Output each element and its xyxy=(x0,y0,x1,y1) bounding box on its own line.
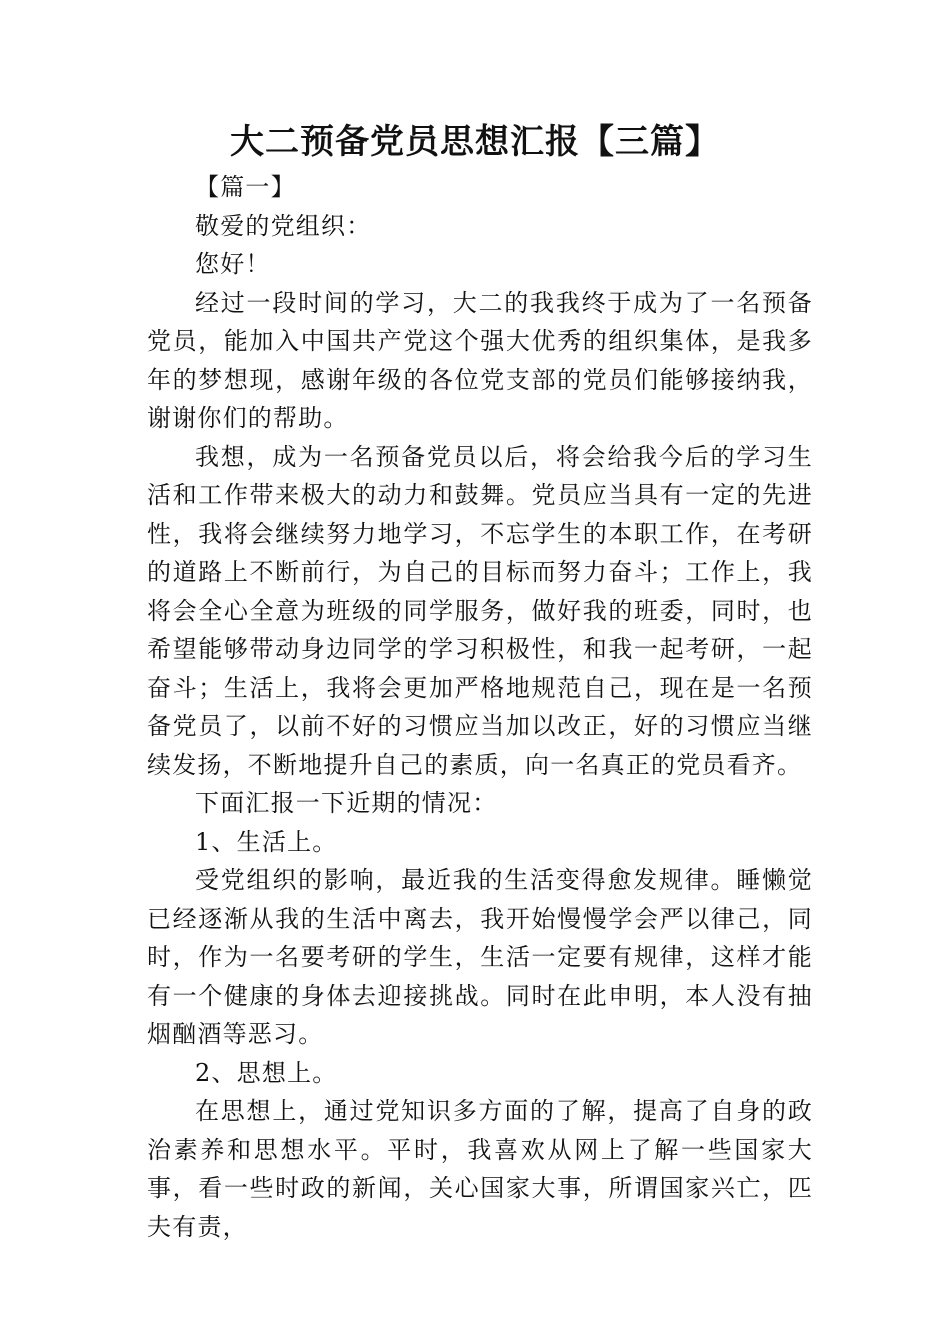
paragraph: 经过一段时间的学习，大二的我我终于成为了一名预备党员，能加入中国共产党这个强大优秀的组织集体，是我多年的梦想现，感谢年级的各位党支部的党员们能够接纳我，谢谢你们的帮助。 xyxy=(147,288,813,432)
document-title: 大二预备党员思想汇报【三篇】 xyxy=(230,122,720,162)
paragraph: 在思想上，通过党知识多方面的了解，提高了自身的政治素养和思想水平。平时，我喜欢从网上了解一些国家大事，看一些时政的新闻，关心国家大事，所谓国家兴亡，匹夫有责， xyxy=(147,1097,813,1241)
subheading: 1、生活上。 xyxy=(195,827,338,856)
salutation: 敬爱的党组织： xyxy=(195,211,372,240)
paragraph: 受党组织的影响，最近我的生活变得愈发规律。睡懒觉已经逐渐从我的生活中离去，我开始慢慢学会严以律己，同时，作为一名要考研的学生，生活一定要有规律，这样才能有一个健康的身体去迎接挑战。同时在此申明，本人没有抽烟酗酒等恶习。 xyxy=(147,866,813,1048)
paragraph: 下面汇报一下近期的情况： xyxy=(195,789,498,817)
document-body xyxy=(147,168,813,1246)
paragraph: 我想，成为一名预备党员以后，将会给我今后的学习生活和工作带来极大的动力和鼓舞。党员应当具有一定的先进性，我将会继续努力地学习，不忘学生的本职工作，在考研的道路上不断前行，为自己的目标而努力奋斗；工作上，我将会全心全意为班级的同学服务，做好我的班委，同时，也希望能够带动身边同学的学习积极性，和我一起考研，一起奋斗；生活上，我将会更加严格地规范自己，现在是一名预备党员了，以前不好的习惯应当加以改正，好的习惯应当继续发扬，不断地提升自己的素质，向一名真正的党员看齐。 xyxy=(147,442,813,779)
subheading: 2、思想上。 xyxy=(195,1058,338,1087)
section-heading: 【篇一】 xyxy=(195,173,296,201)
greeting: 您好！ xyxy=(195,250,271,278)
